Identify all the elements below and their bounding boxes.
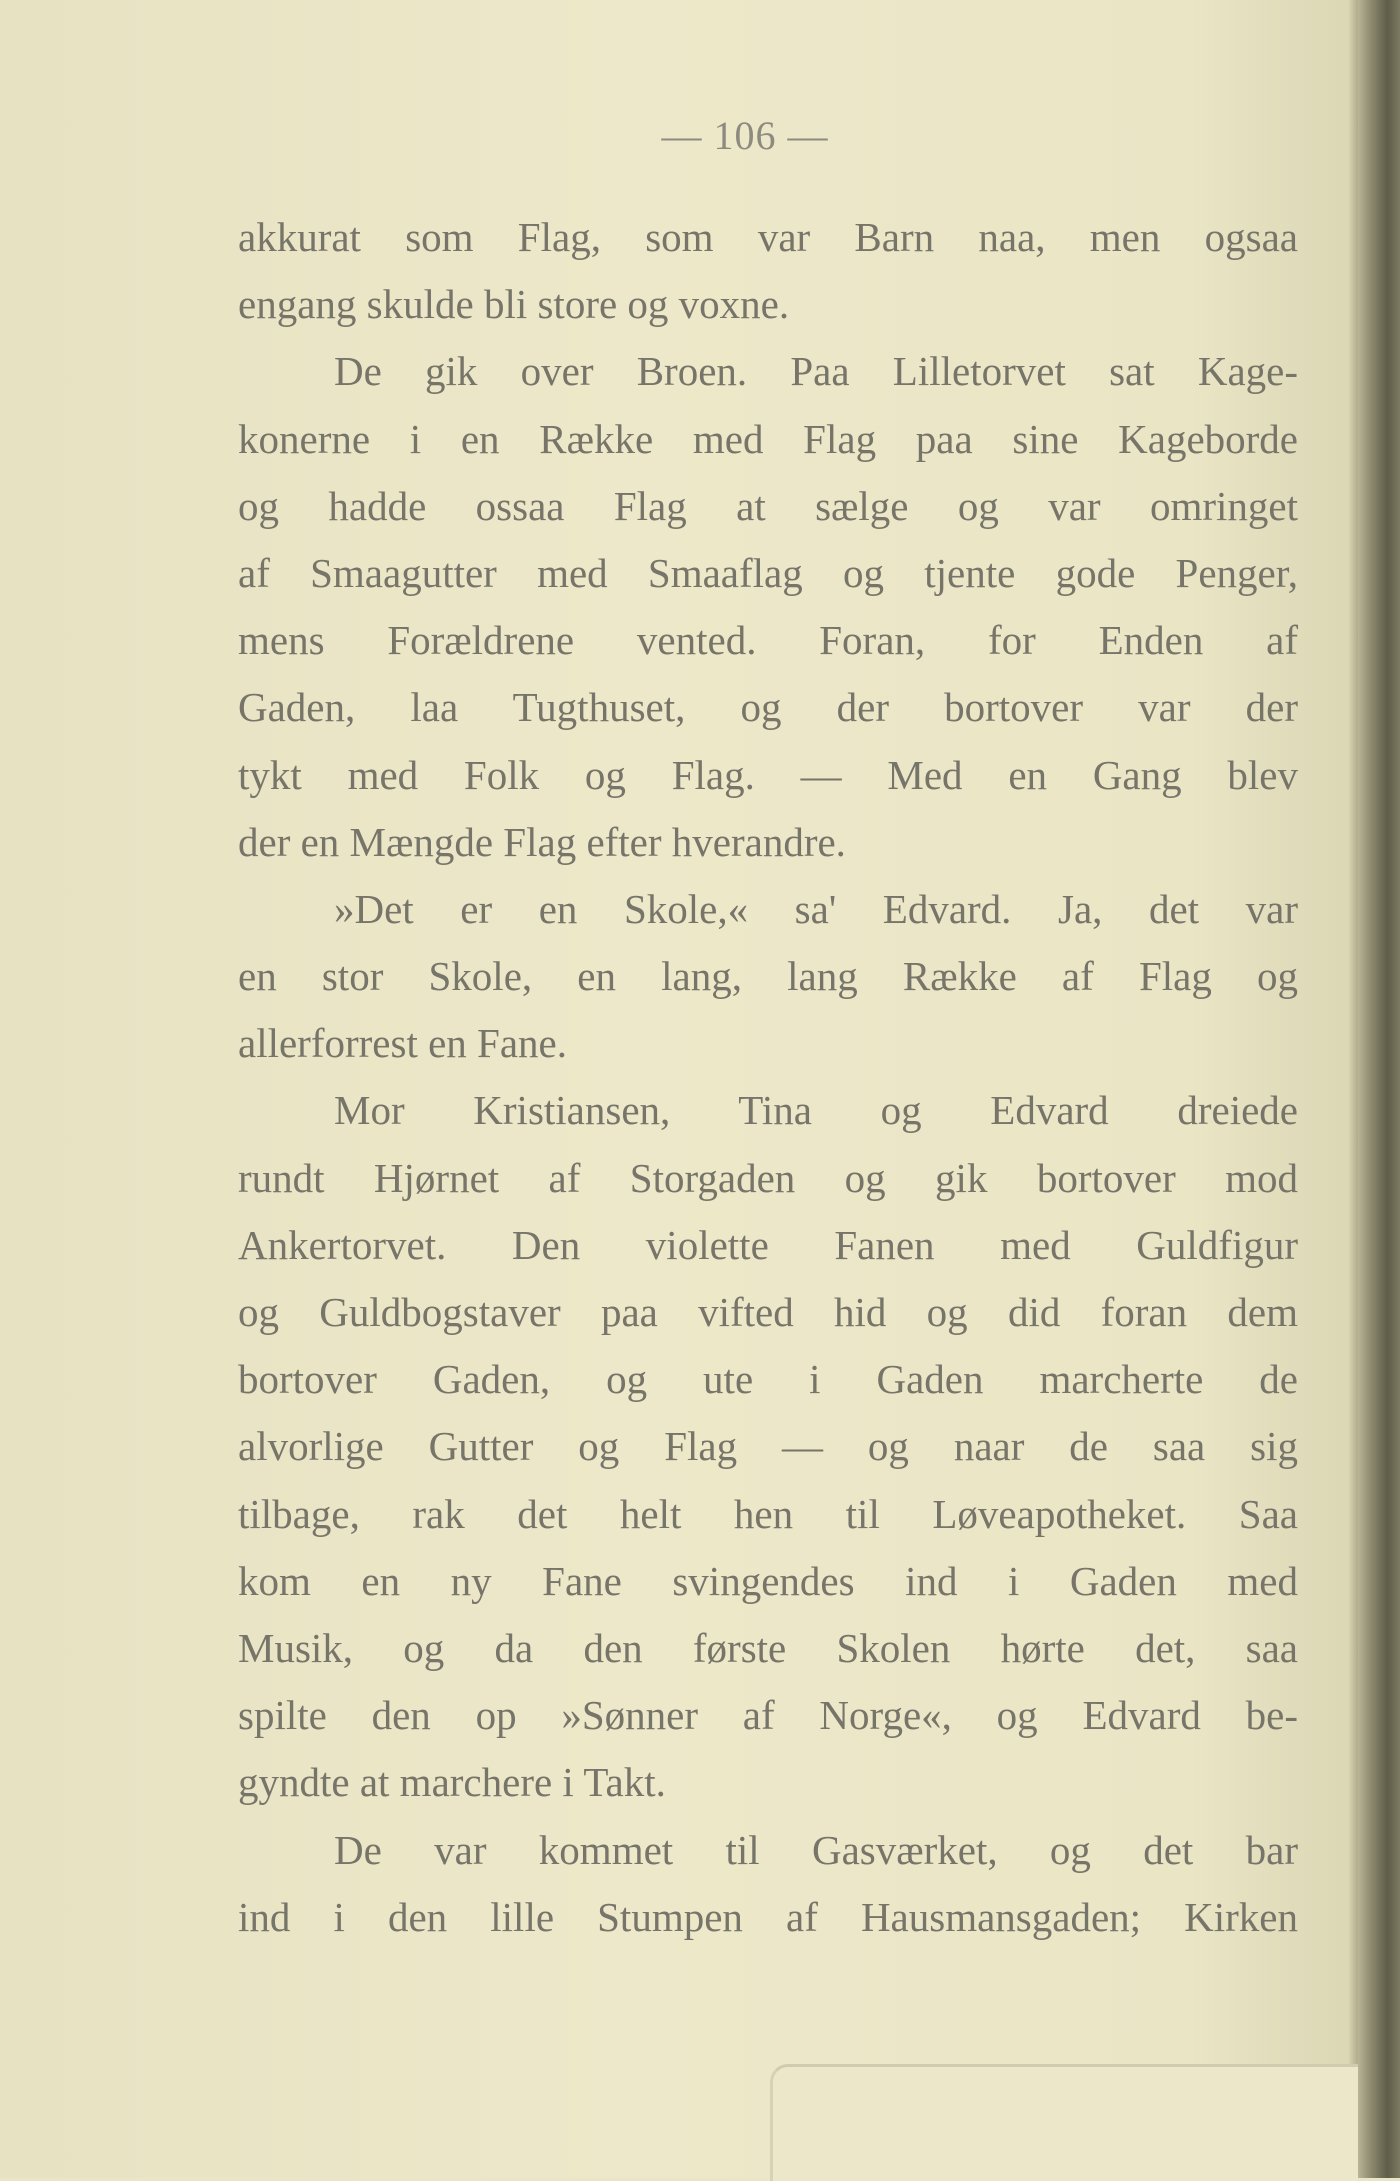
text-line: allerforrest en Fane. bbox=[238, 1020, 567, 1067]
book-spine bbox=[1358, 0, 1400, 2178]
text-line: der en Mængde Flag efter hverandre. bbox=[238, 818, 846, 865]
page-number: — 106 — bbox=[661, 113, 829, 158]
text-line: rundt Hjørnet af Storgaden og gik bortover mod bbox=[238, 1154, 1298, 1201]
text-line: Mor Kristiansen, Tina og Edvard dreiede bbox=[334, 1087, 1298, 1134]
paper-label-mark bbox=[770, 2064, 1358, 2181]
text-line: spilte den op »Sønner af Norge«, og Edvard be- bbox=[238, 1692, 1298, 1739]
text-line: og Guldbogstaver paa vifted hid og did foran dem bbox=[238, 1289, 1298, 1335]
text-line: Gaden, laa Tugthuset, og der bortover var der bbox=[238, 684, 1298, 731]
text-line: konerne i en Række med Flag paa sine Kageborde bbox=[238, 415, 1298, 462]
text-line: De var kommet til Gasværket, og det bar bbox=[334, 1826, 1298, 1873]
text-line: »Det er en Skole,« sa' Edvard. Ja, det var bbox=[334, 885, 1298, 932]
text-line: bortover Gaden, og ute i Gaden marcherte de bbox=[238, 1356, 1298, 1403]
text-line: kom en ny Fane svingendes ind i Gaden med bbox=[238, 1557, 1298, 1604]
text-line: og hadde ossaa Flag at sælge og var omringet bbox=[238, 482, 1298, 529]
text-line: engang skulde bli store og voxne. bbox=[238, 281, 790, 328]
text-line: Musik, og da den første Skolen hørte det, saa bbox=[238, 1624, 1298, 1671]
text-line: gyndte at marchere i Takt. bbox=[238, 1759, 666, 1806]
text-line: tykt med Folk og Flag. — Med en Gang blev bbox=[238, 751, 1298, 798]
text-line: en stor Skole, en lang, lang Række af Flag og bbox=[238, 953, 1298, 1000]
text-line: alvorlige Gutter og Flag — og naar de saa sig bbox=[238, 1423, 1298, 1470]
body-text bbox=[238, 204, 1298, 1951]
text-line: De gik over Broen. Paa Lilletorvet sat Kage- bbox=[334, 348, 1298, 395]
page-gutter-shadow bbox=[1348, 0, 1358, 2178]
text-line: Ankertorvet. Den violette Fanen med Guldfigur bbox=[238, 1221, 1298, 1268]
text-line: mens Forældrene vented. Foran, for Enden af bbox=[238, 617, 1298, 664]
text-line: af Smaagutter med Smaaflag og tjente gode Penger, bbox=[238, 549, 1298, 596]
text-line: akkurat som Flag, som var Barn naa, men ogsaa bbox=[238, 214, 1298, 260]
text-line: tilbage, rak det helt hen til Løveapotheket. Saa bbox=[238, 1490, 1298, 1537]
text-line: ind i den lille Stumpen af Hausmansgaden; Kirken bbox=[238, 1893, 1298, 1940]
